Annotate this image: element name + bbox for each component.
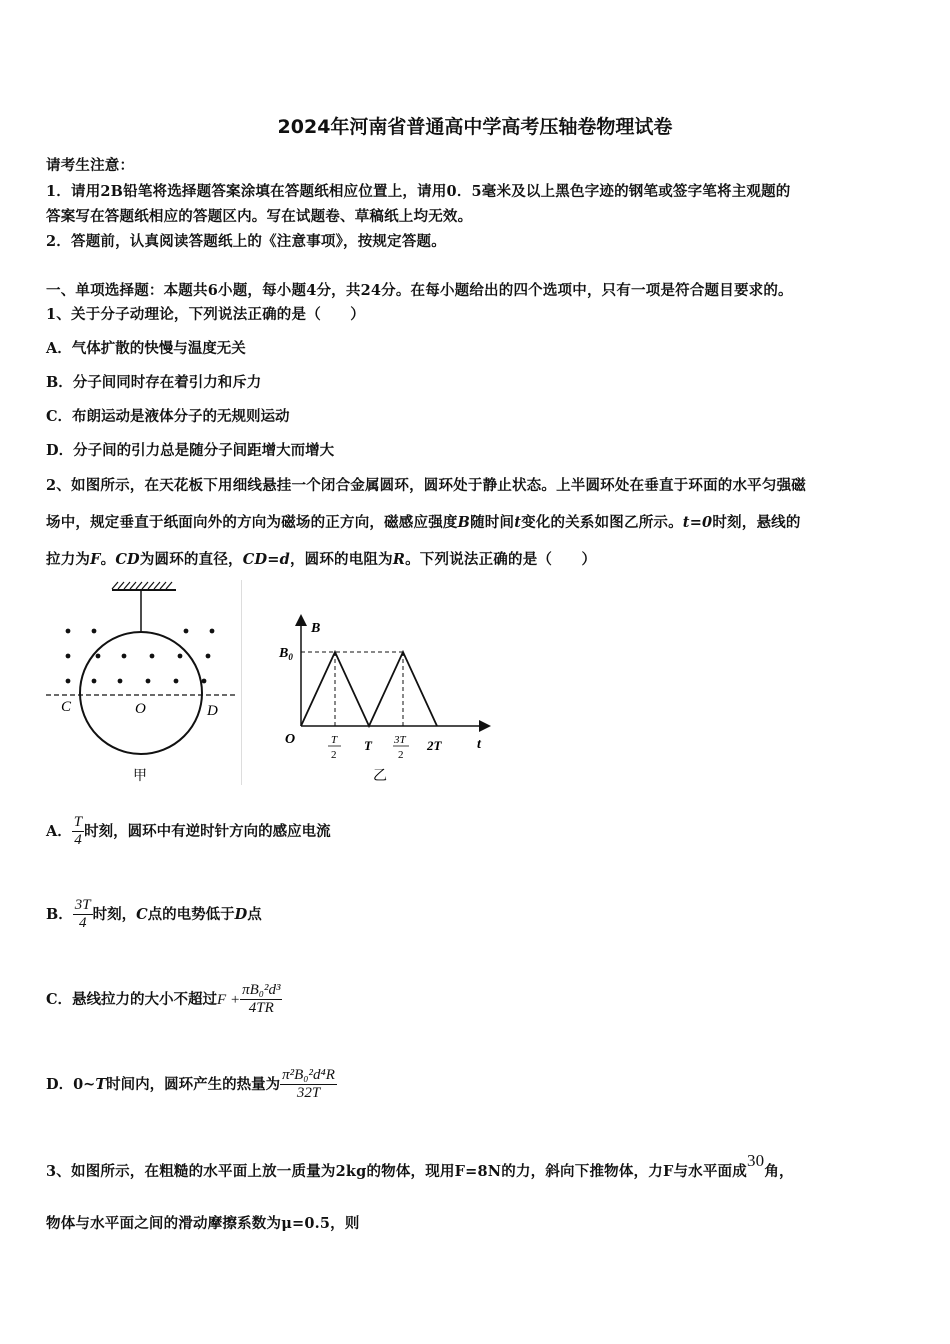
fraction-3t-4: $\frac{3T}{4}$	[74, 897, 91, 932]
figure-jia	[40, 580, 245, 790]
question-1-stem: 1、关于分子动理论，下列说法正确的是（ ）	[46, 306, 365, 323]
question-3-line-1: 3、如图所示，在粗糙的水平面上放一质量为2kg的物体，现用F=8N的力，斜向下推物体，力F与水平面成30角，	[46, 1151, 794, 1180]
b-t-series-line	[301, 652, 437, 726]
page-title: 2024年河南省普通高中学高考压轴卷物理试卷	[277, 116, 673, 138]
notice-item-2: 2．答题前，认真阅读答题纸上的《注意事项》，按规定答题。	[46, 233, 446, 250]
figure-divider	[241, 580, 242, 785]
figure-yi-caption: 乙	[373, 769, 387, 784]
notice-heading: 请考生注意：	[46, 157, 135, 174]
question-2-option-a: A． $\frac{T}{4}$ 时刻，圆环中有逆时针方向的感应电流	[46, 814, 331, 849]
fraction-t-4: $\frac{T}{4}$	[73, 814, 83, 849]
notice-item-1-line-2: 答案写在答题纸相应的答题区内。写在试题卷、草稿纸上均无效。	[46, 208, 473, 225]
magnetic-field-dots-icon	[66, 629, 215, 684]
figure-jia-caption: 甲	[133, 769, 147, 784]
y-tick-b0: $B_0$	[279, 646, 293, 662]
question-2-option-b: B． $\frac{3T}{4}$ 时刻，C点的电势低于D点	[46, 897, 262, 932]
x-tick-2t: 2T	[427, 738, 442, 753]
question-3-line-2: 物体与水平面之间的滑动摩擦系数为μ=0.5，则	[46, 1215, 360, 1232]
question-1-option-a: A．气体扩散的快慢与温度无关	[46, 340, 246, 357]
origin-label: O	[285, 732, 296, 747]
question-1-option-d: D．分子间的引力总是随分子间距增大而增大	[46, 442, 335, 459]
x-axis-label: t	[477, 737, 481, 752]
fraction-force-bound: $\frac{\text{πB₀²d³}}{4TR}$	[242, 982, 281, 1017]
x-tick-t: T	[364, 738, 372, 753]
x-tick-t-half-num: T	[331, 734, 338, 746]
question-2-line-1: 2、如图所示，在天花板下用细线悬挂一个闭合金属圆环，圆环处于静止状态。上半圆环处在垂直于环面的水平匀强磁	[46, 477, 806, 494]
question-2-line-3: 拉力为F。CD为圆环的直径，CD=d，圆环的电阻为R。下列说法正确的是（ ）	[46, 551, 597, 568]
ceiling-icon	[112, 582, 176, 590]
metal-ring	[80, 632, 202, 754]
figure-yi	[275, 610, 495, 790]
notice-item-1-line-1: 1．请用2B铅笔将选择题答案涂填在答题纸相应位置上，请用0．5毫米及以上黑色字迹的钢笔或签字笔将主观题的	[46, 183, 791, 200]
question-2-option-d: D．0~T时间内，圆环产生的热量为 $\frac{\text{π²B₀²d⁴R}}{32T}$	[46, 1067, 335, 1102]
x-tick-3t-half-den: 2	[398, 749, 404, 761]
question-2-line-2: 场中，规定垂直于纸面向外的方向为磁场的正方向，磁感应强度B随时间t变化的关系如图乙所示。t=0时刻，悬线的	[46, 514, 801, 531]
x-tick-t-half-den: 2	[331, 749, 337, 761]
x-tick-3t-half-num: 3T	[394, 734, 406, 746]
label-o: O	[135, 701, 146, 717]
label-c: C	[61, 699, 72, 715]
question-1-option-b: B．分子间同时存在着引力和斥力	[46, 374, 262, 391]
section-1-heading: 一、单项选择题：本题共6小题，每小题4分，共24分。在每小题给出的四个选项中，只有一项是符合题目要求的。	[46, 282, 793, 299]
y-axis-label: B	[311, 621, 321, 636]
fraction-heat: $\frac{\text{π²B₀²d⁴R}}{32T}$	[282, 1067, 335, 1102]
label-d: D	[207, 703, 218, 719]
question-2-option-c: C．悬线拉力的大小不超过F + $\frac{\text{πB₀²d³}}{4TR}$	[46, 982, 281, 1017]
question-1-option-c: C．布朗运动是液体分子的无规则运动	[46, 408, 290, 425]
